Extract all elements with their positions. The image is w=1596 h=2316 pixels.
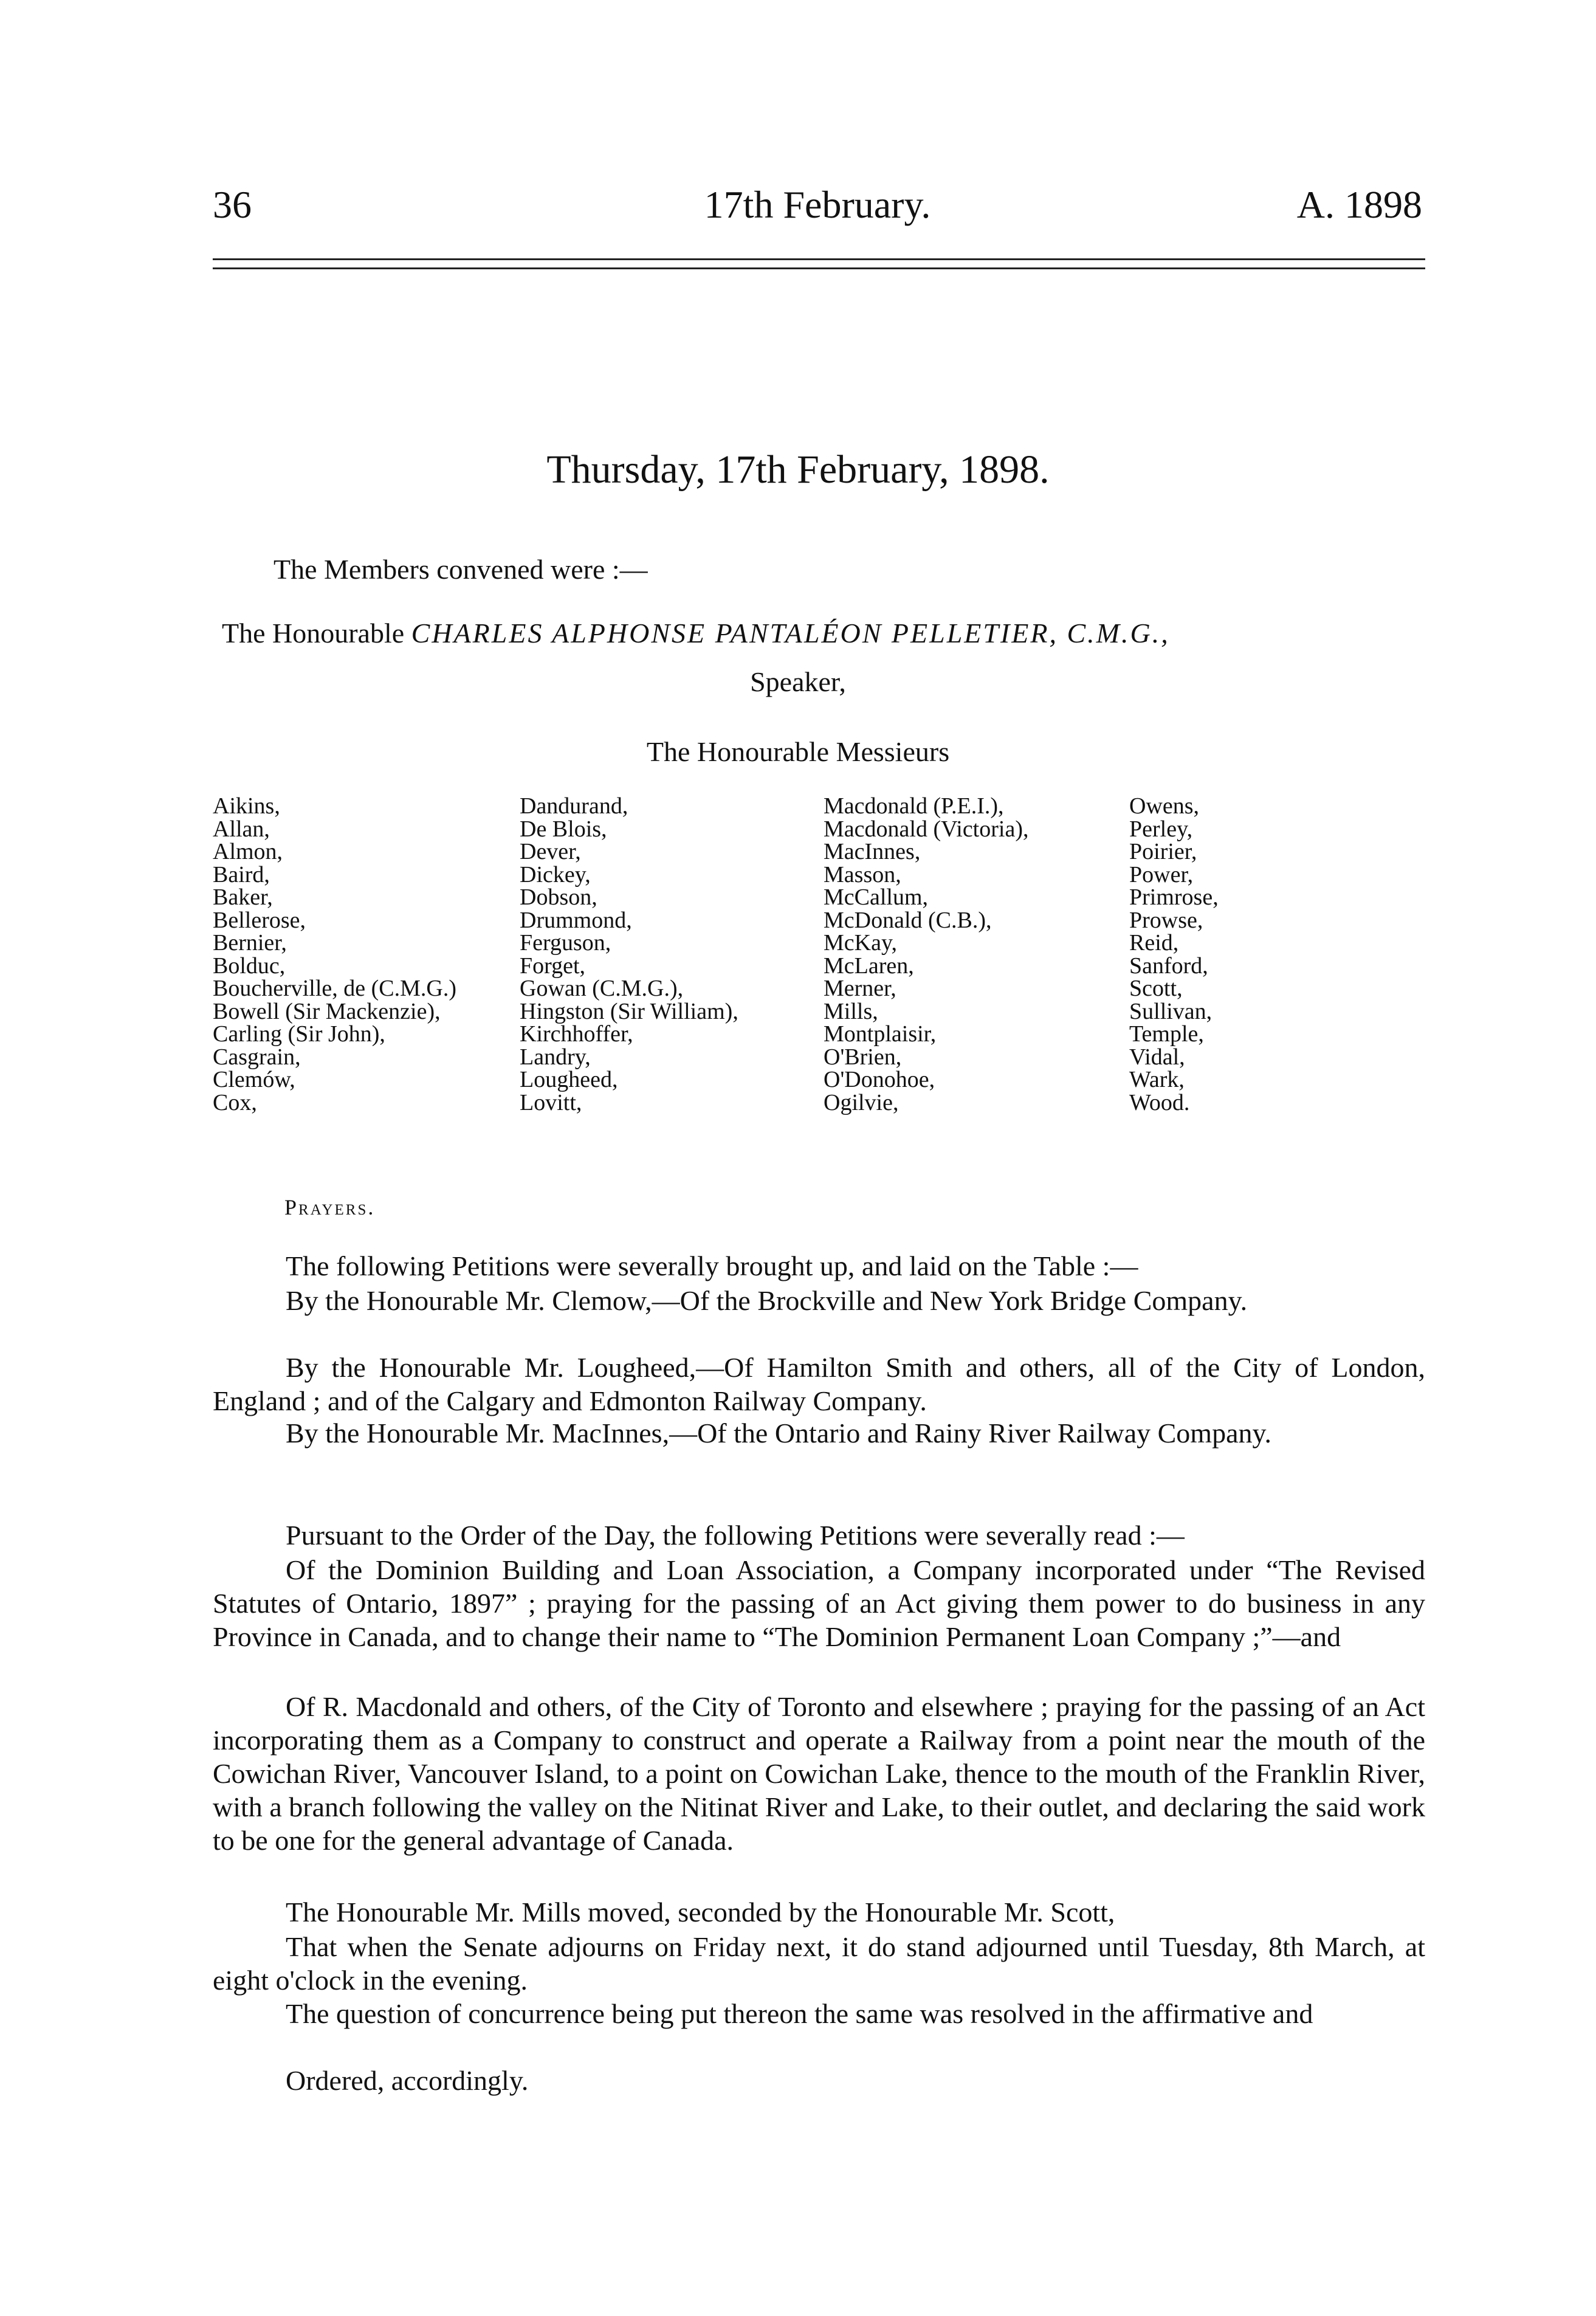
member-name: Montplaisir, — [824, 1021, 937, 1047]
member-name: Masson, — [824, 861, 901, 887]
member-name: Power, — [1129, 861, 1194, 887]
petition-lougheed-paragraph — [213, 1351, 1425, 1418]
page-number: 36 — [213, 183, 252, 226]
header-rule-top — [213, 258, 1425, 260]
member-name: Forget, — [520, 953, 586, 979]
petition-macinnes-paragraph — [213, 1416, 1425, 1450]
petition-dominion-paragraph — [213, 1553, 1425, 1653]
petitions-intro-text: The following Petitions were severally brought up, and laid on the Table :— — [286, 1250, 1138, 1281]
member-name: Clemów, — [213, 1067, 295, 1092]
members-column-4 — [1129, 795, 1219, 1114]
order-of-day-text: Pursuant to the Order of the Day, the following Petitions were severally read :— — [286, 1520, 1185, 1551]
petition-lougheed-text: By the Honourable Mr. Lougheed,—Of Hamilton Smith and others, all of the City of London, England ; and of the Calgary and Edmonton Railway Company. — [213, 1352, 1425, 1416]
member-name: Carling (Sir John), — [213, 1021, 385, 1047]
member-name: Hingston (Sir William), — [520, 998, 738, 1024]
member-name: O'Brien, — [824, 1044, 902, 1070]
member-name: Baird, — [213, 861, 270, 887]
member-name: Landry, — [520, 1044, 591, 1070]
members-column-2 — [520, 795, 738, 1114]
member-name: Gowan (C.M.G.), — [520, 976, 684, 1001]
member-name: Casgrain, — [213, 1044, 301, 1070]
petition-macdonald-text: Of R. Macdonald and others, of the City of Toronto and elsewhere ; praying for the passing of an Act incorporating them as a Company to construct and operate a Railway from a point near the mouth of the Cowichan River, Vancouver Island, to a point on Cowichan Lake, thence to the mouth of the Franklin River, with a branch following the valley on the Nitinat River and Lake, to their outlet, and declaring the said work to be one for the general advantage of Canada. — [213, 1691, 1425, 1856]
header-rule-bottom — [213, 267, 1425, 269]
messieurs-heading: The Honourable Messieurs — [646, 736, 950, 767]
members-column-1 — [213, 795, 456, 1114]
member-name: Dickey, — [520, 861, 591, 887]
member-name: Dandurand, — [520, 793, 628, 819]
member-name: Bolduc, — [213, 953, 286, 979]
member-name: McDonald (C.B.), — [824, 907, 992, 933]
member-name: Cox, — [213, 1089, 257, 1115]
member-name: De Blois, — [520, 816, 607, 842]
member-name: Lovitt, — [520, 1089, 582, 1115]
member-name: Bernier, — [213, 930, 287, 956]
running-title: 17th February. — [704, 183, 931, 226]
member-name: Baker, — [213, 884, 273, 910]
member-name: Boucherville, de (C.M.G.) — [213, 976, 457, 1001]
prayers-heading: Prayers. — [284, 1195, 376, 1219]
member-name: Ogilvie, — [824, 1089, 899, 1115]
member-name: Almon, — [213, 839, 283, 864]
member-name: McLaren, — [824, 953, 914, 979]
question-text: The question of concurrence being put thereon the same was resolved in the affirmative and — [286, 1998, 1313, 2029]
speaker-line — [222, 617, 1170, 649]
petition-clemow-text: By the Honourable Mr. Clemow,—Of the Brockville and New York Bridge Company. — [286, 1285, 1248, 1316]
ordered-paragraph — [213, 2064, 1425, 2097]
member-name: Prowse, — [1129, 907, 1203, 933]
member-name: Macdonald (Victoria), — [824, 816, 1029, 842]
member-name: Bellerose, — [213, 907, 306, 933]
petition-macdonald-paragraph — [213, 1690, 1425, 1857]
motion-text: The Honourable Mr. Mills moved, seconded by the Honourable Mr. Scott, — [286, 1897, 1115, 1928]
adjournment-text: That when the Senate adjourns on Friday next, it do stand adjourned until Tuesday, 8th March, at eight o'clock in the evening. — [213, 1931, 1425, 1996]
speaker-name: CHARLES ALPHONSE PANTALÉON PELLETIER, C.M.G., — [411, 618, 1170, 649]
member-name: Macdonald (P.E.I.), — [824, 793, 1004, 819]
question-paragraph — [213, 1997, 1425, 2030]
member-name: McCallum, — [824, 884, 929, 910]
member-name: Primrose, — [1129, 884, 1219, 910]
member-name: Bowell (Sir Mackenzie), — [213, 998, 441, 1024]
date-heading: Thursday, 17th February, 1898. — [546, 447, 1050, 492]
member-name: Wark, — [1129, 1067, 1185, 1092]
member-name: Reid, — [1129, 930, 1179, 956]
member-name: O'Donohoe, — [824, 1067, 935, 1092]
running-header — [213, 182, 1422, 231]
member-name: Sanford, — [1129, 953, 1208, 979]
member-name: Drummond, — [520, 907, 632, 933]
member-name: Merner, — [824, 976, 896, 1001]
member-name: Sullivan, — [1129, 998, 1212, 1024]
adjournment-paragraph — [213, 1930, 1425, 1997]
member-name: Lougheed, — [520, 1067, 618, 1092]
motion-paragraph — [213, 1895, 1425, 1929]
members-intro: The Members convened were :— — [273, 554, 648, 585]
member-name: Allan, — [213, 816, 270, 842]
petition-dominion-text: Of the Dominion Building and Loan Association, a Company incorporated under “The Revised Statutes of Ontario, 1897” ; praying for the passing of an Act giving them power to do business in any Province in Canada, and to change their name to “The Dominion Permanent Loan Company ;”—and — [213, 1554, 1425, 1652]
member-name: Mills, — [824, 998, 878, 1024]
members-column-3 — [824, 795, 1028, 1114]
member-name: Scott, — [1129, 976, 1183, 1001]
member-name: Owens, — [1129, 793, 1200, 819]
speaker-title: Speaker, — [750, 666, 846, 697]
member-name: Ferguson, — [520, 930, 611, 956]
member-name: Vidal, — [1129, 1044, 1185, 1070]
speaker-prefix: The Honourable — [222, 618, 405, 649]
member-name: Perley, — [1129, 816, 1193, 842]
member-name: McKay, — [824, 930, 897, 956]
member-name: Temple, — [1129, 1021, 1204, 1047]
member-name: Dever, — [520, 839, 581, 864]
member-name: MacInnes, — [824, 839, 921, 864]
member-name: Kirchhoffer, — [520, 1021, 633, 1047]
ordered-text: Ordered, accordingly. — [286, 2065, 529, 2096]
petition-macinnes-text: By the Honourable Mr. MacInnes,—Of the Ontario and Rainy River Railway Company. — [286, 1418, 1272, 1449]
member-name: Dobson, — [520, 884, 597, 910]
member-name: Aikins, — [213, 793, 280, 819]
member-name: Poirier, — [1129, 839, 1197, 864]
petition-clemow-paragraph — [213, 1284, 1425, 1317]
order-of-day-paragraph — [213, 1518, 1425, 1552]
petitions-intro-paragraph — [213, 1249, 1425, 1283]
member-name: Wood. — [1129, 1089, 1190, 1115]
header-year: A. 1898 — [1296, 183, 1422, 226]
